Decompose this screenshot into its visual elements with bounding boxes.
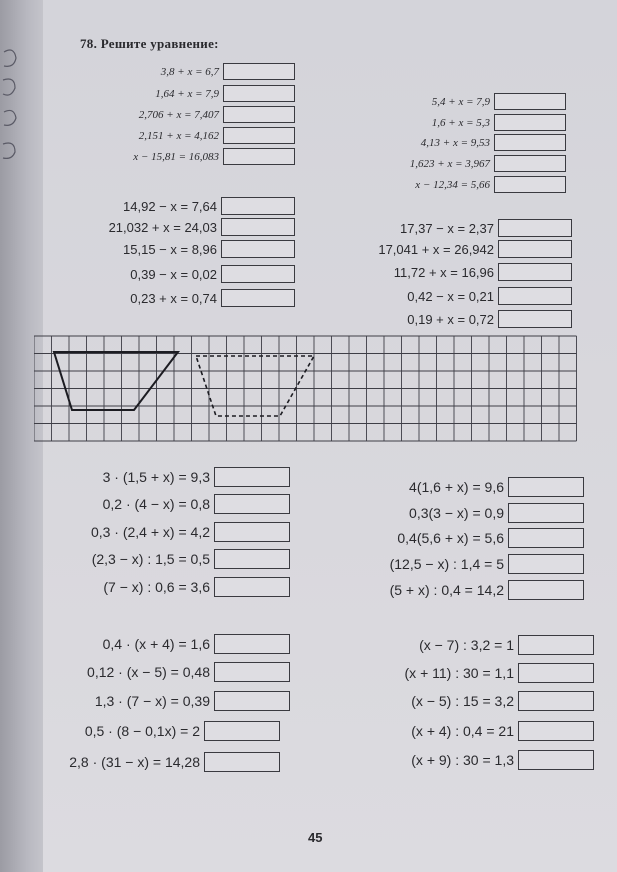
- equation-row: [50, 197, 295, 215]
- equation-text: 21,032 + x = 24,03: [108, 219, 217, 235]
- equation-row: [64, 85, 295, 102]
- equation-text: 1,6 + x = 5,3: [431, 116, 490, 129]
- equation-text: (x − 7) : 3,2 = 1: [419, 637, 514, 653]
- equation-row: [30, 467, 290, 487]
- answer-box[interactable]: [214, 662, 290, 682]
- equation-row: [30, 494, 290, 514]
- equation-row: [340, 691, 594, 711]
- equation-text: (7 − x) : 0,6 = 3,6: [103, 579, 210, 595]
- equation-row: [320, 580, 584, 600]
- equation-text: 0,4(5,6 + x) = 5,6: [397, 530, 504, 546]
- page-number: 45: [308, 830, 323, 845]
- answer-box[interactable]: [214, 549, 290, 569]
- equation-row: [50, 218, 295, 236]
- answer-box[interactable]: [494, 114, 566, 131]
- equation-row: [30, 549, 290, 569]
- equation-text: 5,4 + x = 7,9: [431, 95, 490, 108]
- answer-box[interactable]: [498, 263, 572, 281]
- equation-row: [340, 663, 594, 683]
- equation-text: 3,8 + x = 6,7: [160, 65, 219, 78]
- equation-text: 4,13 + x = 9,53: [420, 136, 490, 149]
- answer-box[interactable]: [214, 577, 290, 597]
- answer-box[interactable]: [221, 197, 295, 215]
- equation-row: [30, 522, 290, 542]
- equation-text: 0,19 + x = 0,72: [407, 311, 494, 327]
- equation-row: [64, 127, 295, 144]
- answer-box[interactable]: [518, 663, 594, 683]
- equation-text: 14,92 − x = 7,64: [123, 198, 217, 214]
- equation-text: 2,706 + x = 7,407: [138, 108, 219, 121]
- equation-row: [30, 577, 290, 597]
- equation-row: [330, 310, 572, 328]
- answer-box[interactable]: [221, 240, 295, 258]
- answer-box[interactable]: [223, 106, 295, 123]
- equation-text: 11,72 + x = 16,96: [393, 264, 494, 280]
- answer-box[interactable]: [498, 219, 572, 237]
- equation-text: (x + 11) : 30 = 1,1: [404, 665, 514, 681]
- equation-text: 17,041 + x = 26,942: [378, 241, 494, 257]
- squared-grid: [34, 330, 582, 452]
- equation-row: [64, 106, 295, 123]
- equation-text: 1,3 · (7 − x) = 0,39: [94, 693, 210, 709]
- equation-row: [330, 219, 572, 237]
- equation-text: 1,623 + x = 3,967: [409, 157, 490, 170]
- equation-text: 0,5 · (8 − 0,1x) = 2: [84, 723, 200, 739]
- equation-text: (12,5 − x) : 1,4 = 5: [389, 556, 504, 572]
- equation-text: (x + 9) : 30 = 1,3: [411, 752, 514, 768]
- equation-text: x − 15,81 = 16,083: [133, 150, 219, 163]
- answer-box[interactable]: [221, 218, 295, 236]
- equation-row: [64, 63, 295, 80]
- equation-row: [340, 635, 594, 655]
- equation-row: [4, 691, 290, 711]
- answer-box[interactable]: [214, 522, 290, 542]
- answer-box[interactable]: [221, 265, 295, 283]
- equation-text: 0,3 · (2,4 + x) = 4,2: [90, 524, 210, 540]
- exercise-title: 78. Решите уравнение:: [80, 36, 219, 51]
- equation-text: 1,64 + x = 7,9: [155, 87, 219, 100]
- equation-row: [50, 265, 295, 283]
- answer-box[interactable]: [204, 721, 280, 741]
- equation-row: [50, 240, 295, 258]
- answer-box[interactable]: [508, 580, 584, 600]
- answer-box[interactable]: [498, 310, 572, 328]
- equation-text: 15,15 − x = 8,96: [123, 241, 217, 257]
- answer-box[interactable]: [214, 494, 290, 514]
- answer-box[interactable]: [494, 155, 566, 172]
- answer-box[interactable]: [214, 634, 290, 654]
- equation-row: [320, 554, 584, 574]
- equation-row: [320, 528, 584, 548]
- equation-row: [50, 289, 295, 307]
- equation-text: 4(1,6 + x) = 9,6: [409, 479, 504, 495]
- equation-text: 0,39 − x = 0,02: [130, 266, 217, 282]
- answer-box[interactable]: [518, 691, 594, 711]
- answer-box[interactable]: [221, 289, 295, 307]
- answer-box[interactable]: [508, 528, 584, 548]
- equation-text: (5 + x) : 0,4 = 14,2: [389, 582, 504, 598]
- answer-box[interactable]: [223, 85, 295, 102]
- equation-text: x − 12,34 = 5,66: [415, 178, 490, 191]
- equation-row: [340, 93, 566, 110]
- equation-row: [340, 114, 566, 131]
- answer-box[interactable]: [223, 148, 295, 165]
- equation-row: [4, 752, 280, 772]
- answer-box[interactable]: [494, 176, 566, 193]
- answer-box[interactable]: [214, 467, 290, 487]
- equation-text: 0,42 − x = 0,21: [407, 288, 494, 304]
- answer-box[interactable]: [494, 134, 566, 151]
- equation-text: 2,8 · (31 − x) = 14,28: [69, 754, 200, 770]
- equation-text: 17,37 − x = 2,37: [400, 220, 494, 236]
- equation-row: [4, 634, 290, 654]
- equation-text: 3 · (1,5 + x) = 9,3: [102, 469, 210, 485]
- answer-box[interactable]: [214, 691, 290, 711]
- equation-text: 0,3(3 − x) = 0,9: [409, 505, 504, 521]
- equation-row: [4, 662, 290, 682]
- answer-box[interactable]: [508, 554, 584, 574]
- equation-text: 0,23 + x = 0,74: [130, 290, 217, 306]
- answer-box[interactable]: [498, 240, 572, 258]
- equation-row: [320, 503, 584, 523]
- equation-row: [330, 287, 572, 305]
- answer-box[interactable]: [498, 287, 572, 305]
- equation-text: 0,2 · (4 − x) = 0,8: [102, 496, 210, 512]
- equation-text: (x − 5) : 15 = 3,2: [411, 693, 514, 709]
- equation-text: 0,4 · (x + 4) = 1,6: [102, 636, 210, 652]
- equation-row: [340, 155, 566, 172]
- answer-box[interactable]: [494, 93, 566, 110]
- equation-text: 0,12 · (x − 5) = 0,48: [87, 664, 210, 680]
- equation-text: (2,3 − x) : 1,5 = 0,5: [91, 551, 210, 567]
- answer-box[interactable]: [508, 477, 584, 497]
- answer-box[interactable]: [518, 635, 594, 655]
- answer-box[interactable]: [508, 503, 584, 523]
- equation-row: [4, 721, 280, 741]
- equation-row: [340, 721, 594, 741]
- solid-trapezoid: [54, 352, 178, 410]
- answer-box[interactable]: [518, 721, 594, 741]
- equation-text: 2,151 + x = 4,162: [138, 129, 219, 142]
- answer-box[interactable]: [204, 752, 280, 772]
- equation-row: [330, 263, 572, 281]
- equation-row: [64, 148, 295, 165]
- equation-row: [340, 176, 566, 193]
- equation-row: [330, 240, 572, 258]
- margin-ink-marks: [0, 40, 22, 190]
- equation-row: [340, 750, 594, 770]
- answer-box[interactable]: [223, 63, 295, 80]
- answer-box[interactable]: [518, 750, 594, 770]
- answer-box[interactable]: [223, 127, 295, 144]
- equation-row: [340, 134, 566, 151]
- equation-text: (x + 4) : 0,4 = 21: [411, 723, 514, 739]
- equation-row: [320, 477, 584, 497]
